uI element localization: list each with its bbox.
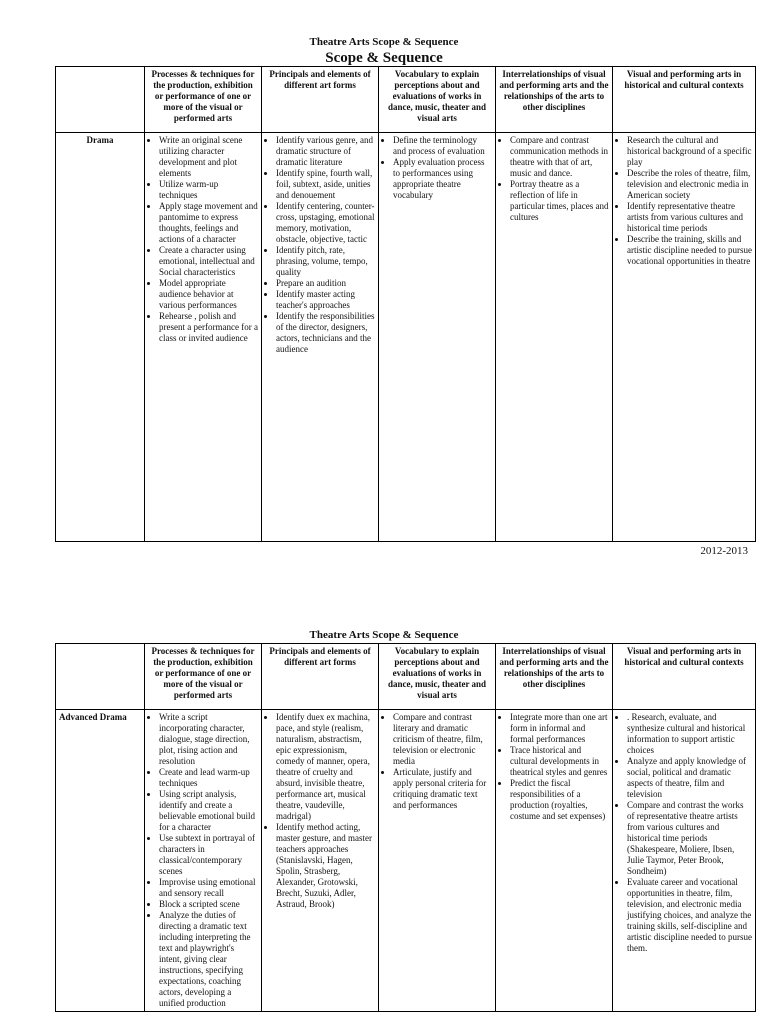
list-item: • Identify the responsibilities of the director, designers, actors, technicians and the audience bbox=[276, 311, 375, 355]
list-item: • Compare and contrast communication methods in theatre with that of art, music and dance. bbox=[510, 135, 609, 179]
cell-vocabulary bbox=[379, 133, 496, 542]
list-item: • Articulate, justify and apply personal criteria for critiquing dramatic text and performances bbox=[393, 767, 492, 811]
list-item: • Improvise using emotional and sensory recall bbox=[159, 877, 258, 899]
cell-historical bbox=[613, 710, 756, 1012]
cell-historical bbox=[613, 133, 756, 542]
cell-interrelationships bbox=[496, 710, 613, 1012]
list-item: • Identify method acting, master gesture, and master teachers approaches (Stanislavski, Hagen, Spolin, Strasberg, Alexander, Grotowski, Brecht, Suzuki, Adler, Astraud, Brook) bbox=[276, 822, 375, 910]
list-item: • Rehearse , polish and present a performance for a class or invited audience bbox=[159, 311, 258, 344]
header-vocabulary: Vocabulary to explain perceptions about and evaluations of works in dance, music, theater and visual arts bbox=[379, 644, 496, 710]
header-principals: Principals and elements of different art forms bbox=[262, 644, 379, 710]
row-label-drama: Drama bbox=[56, 133, 145, 542]
list-item: • Identify centering, counter-cross, upstaging, emotional memory, motivation, obstacle, objective, tactic bbox=[276, 201, 375, 245]
list-item: • Identify spine, fourth wall, foil, subtext, aside, unities and denouement bbox=[276, 168, 375, 201]
scope-table-drama bbox=[55, 66, 756, 542]
header-interrelationships: Interrelationships of visual and performing arts and the relationships of the arts to other disciplines bbox=[496, 644, 613, 710]
list-item: • Evaluate career and vocational opportunities in theatre, film, television, and electronic media justifying choices, and analyze the training skills, self-discipline and artistic discipline needed to pursue them. bbox=[627, 877, 752, 954]
list-item: • Create and lead warm-up techniques bbox=[159, 767, 258, 789]
list-item: • Block a scripted scene bbox=[159, 899, 258, 910]
list-item: • Identify various genre, and dramatic structure of dramatic literature bbox=[276, 135, 375, 168]
header-processes: Processes & techniques for the production, exhibition or performance of one or more of the visual or performed arts bbox=[145, 644, 262, 710]
list-item: • Portray theatre as a reflection of life in particular times, places and cultures bbox=[510, 179, 609, 223]
list-item: • Prepare an audition bbox=[276, 278, 375, 289]
doc-title: Theatre Arts Scope & Sequence bbox=[309, 36, 459, 48]
list-item: • Identify representative theatre artists from various cultures and historical time periods bbox=[627, 201, 752, 234]
header-historical: Visual and performing arts in historical and cultural contexts bbox=[613, 67, 756, 133]
header-principals: Principals and elements of different art forms bbox=[262, 67, 379, 133]
list-item: • Utilize warm-up techniques bbox=[159, 179, 258, 201]
header-vocabulary: Vocabulary to explain perceptions about and evaluations of works in dance, music, theater and visual arts bbox=[379, 67, 496, 133]
list-item: • Compare and contrast literary and dramatic criticism of theatre, film, television or electronic media bbox=[393, 712, 492, 767]
list-item: • Write a script incorporating character, dialogue, stage direction, plot, rising action and resolution bbox=[159, 712, 258, 767]
list-item: • Model appropriate audience behavior at various performances bbox=[159, 278, 258, 311]
doc-heading: Scope & Sequence bbox=[325, 50, 443, 66]
footer-year: 2012-2013 bbox=[700, 545, 748, 557]
header-processes: Processes & techniques for the production, exhibition or performance of one or more of the visual or performed arts bbox=[145, 67, 262, 133]
list-item: • Using script analysis, identify and create a believable emotional build for a character bbox=[159, 789, 258, 833]
list-item: • Describe the roles of theatre, film, television and electronic media in American society bbox=[627, 168, 752, 201]
list-item: • Define the terminology and process of evaluation bbox=[393, 135, 492, 157]
list-item: • Identify duex ex machina, pace, and style (realism, naturalism, abstractism, epic expressionism, comedy of manner, opera, theatre of cruelty and absurd, invisible theatre, performance art, musical theatre, vaudeville, madrigal) bbox=[276, 712, 375, 822]
list-item: • . Research, evaluate, and synthesize cultural and historical information to support artistic choices bbox=[627, 712, 752, 756]
row-label-advanced-drama: Advanced Drama bbox=[56, 710, 145, 1012]
cell-principals bbox=[262, 133, 379, 542]
cell-interrelationships bbox=[496, 133, 613, 542]
list-item: • Apply stage movement and pantomime to express thoughts, feelings and actions of a character bbox=[159, 201, 258, 245]
table-row bbox=[56, 133, 756, 542]
list-item: • Describe the training, skills and artistic discipline needed to pursue vocational opportunities in theatre bbox=[627, 234, 752, 267]
list-item: • Analyze and apply knowledge of social, political and dramatic aspects of theatre, film and television bbox=[627, 756, 752, 800]
cell-processes bbox=[145, 710, 262, 1012]
list-item: • Apply evaluation process to performances using appropriate theatre vocabulary bbox=[393, 157, 492, 201]
scope-table-advanced-drama bbox=[55, 643, 756, 1012]
list-item: • Identify pitch, rate, phrasing, volume, tempo, quality bbox=[276, 245, 375, 278]
list-item: • Use subtext in portrayal of characters in classical/contemporary scenes bbox=[159, 833, 258, 877]
cell-processes bbox=[145, 133, 262, 542]
list-item: • Analyze the duties of directing a dramatic text including interpreting the text and playwright's intent, giving clear instructions, specifying expectations, coaching actors, developing a unified production bbox=[159, 910, 258, 1009]
header-row bbox=[56, 644, 756, 710]
header-interrelationships: Interrelationships of visual and performing arts and the relationships of the arts to other disciplines bbox=[496, 67, 613, 133]
header-cell-empty bbox=[56, 644, 145, 710]
list-item: • Predict the fiscal responsibilities of a production (royalties, costume and set expenses) bbox=[510, 778, 609, 822]
header-historical: Visual and performing arts in historical and cultural contexts bbox=[613, 644, 756, 710]
header-row bbox=[56, 67, 756, 133]
list-item: • Identify master acting teacher's approaches bbox=[276, 289, 375, 311]
cell-vocabulary bbox=[379, 710, 496, 1012]
list-item: • Integrate more than one art form in informal and formal performances bbox=[510, 712, 609, 745]
list-item: • Trace historical and cultural developments in theatrical styles and genres bbox=[510, 745, 609, 778]
header-cell-empty bbox=[56, 67, 145, 133]
list-item: • Create a character using emotional, intellectual and Social characteristics bbox=[159, 245, 258, 278]
table-row bbox=[56, 710, 756, 1012]
list-item: • Research the cultural and historical background of a specific play bbox=[627, 135, 752, 168]
cell-principals bbox=[262, 710, 379, 1012]
doc-title-2: Theatre Arts Scope & Sequence bbox=[309, 629, 459, 641]
list-item: • Write an original scene utilizing character development and plot elements bbox=[159, 135, 258, 179]
list-item: • Compare and contrast the works of representative theatre artists from various cultures and historical time periods (Shakespeare, Moliere, Ibsen, Julie Taymor, Peter Brook, Sondheim) bbox=[627, 800, 752, 877]
